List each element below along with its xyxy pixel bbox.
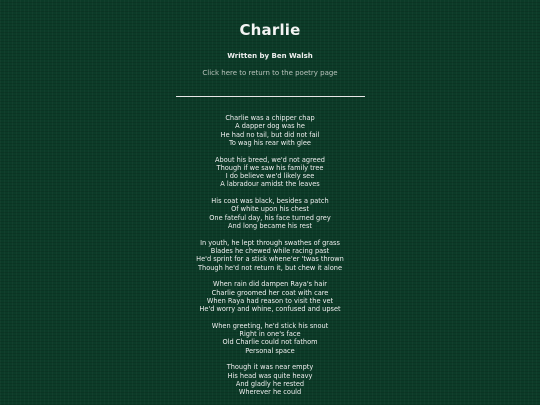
poem-line: His head was quite heavy [227, 371, 313, 380]
poem-line: When rain did dampen Raya's hair [213, 280, 327, 289]
poem-stanza [0, 114, 540, 147]
poem-line: Blades he chewed while racing past [210, 247, 330, 256]
poem-line: When Raya had reason to visit the vet [206, 296, 334, 305]
byline: Written by Ben Walsh [227, 52, 313, 60]
poem-line: In youth, he lept through swathes of grass [200, 238, 340, 247]
poem-line: He'd sprint for a stick whene'er 'twas thrown [196, 255, 344, 264]
poem-line: Though if we saw his family tree [216, 163, 324, 172]
poem-line: When greeting, he'd stick his snout [211, 321, 329, 330]
divider [176, 96, 365, 97]
poem-line: A labradour amidst the leaves [220, 180, 320, 189]
poem-line: Charlie was a chipper chap [225, 114, 315, 122]
poem-line: And gladly he rested [235, 380, 305, 389]
poem-stanza [0, 322, 540, 355]
poem-line: Though he'd not return it, but chew it alone [197, 263, 343, 272]
poem-line: Right in one's face [239, 330, 301, 339]
poem-line: He'd worry and whine, confused and upset [199, 305, 341, 314]
poem-line: To wag his rear with glee [229, 138, 311, 147]
poem-line: I do believe we'd likely see [225, 172, 315, 181]
poem-body [0, 114, 540, 405]
poem-line: Personal space [245, 346, 295, 355]
poem-line: Old Charlie could not fathom [222, 338, 318, 347]
poem-line: He had no tail, but did not fail [220, 130, 320, 139]
page-title: Charlie [239, 21, 301, 39]
poem-stanza [0, 363, 540, 396]
poem-line: One fateful day, his face turned grey [209, 213, 331, 222]
poem-line: Of white upon his chest [231, 205, 309, 214]
poem-stanza [0, 197, 540, 230]
back-to-poetry-link[interactable]: Click here to return to the poetry page [202, 69, 338, 77]
poem-line: Wherever he could [238, 388, 302, 397]
poem-stanza [0, 280, 540, 313]
poem-line: His coat was black, besides a patch [211, 197, 329, 206]
poem-stanza [0, 156, 540, 189]
poem-line: And long became his rest [228, 222, 312, 231]
poem-line: A dapper dog was he [235, 122, 305, 131]
poem-line: Charlie groomed her coat with care [211, 288, 329, 297]
poem-line: Though it was near empty [226, 363, 314, 372]
poem-stanza [0, 239, 540, 272]
poem-line: About his breed, we'd not agreed [215, 155, 325, 164]
